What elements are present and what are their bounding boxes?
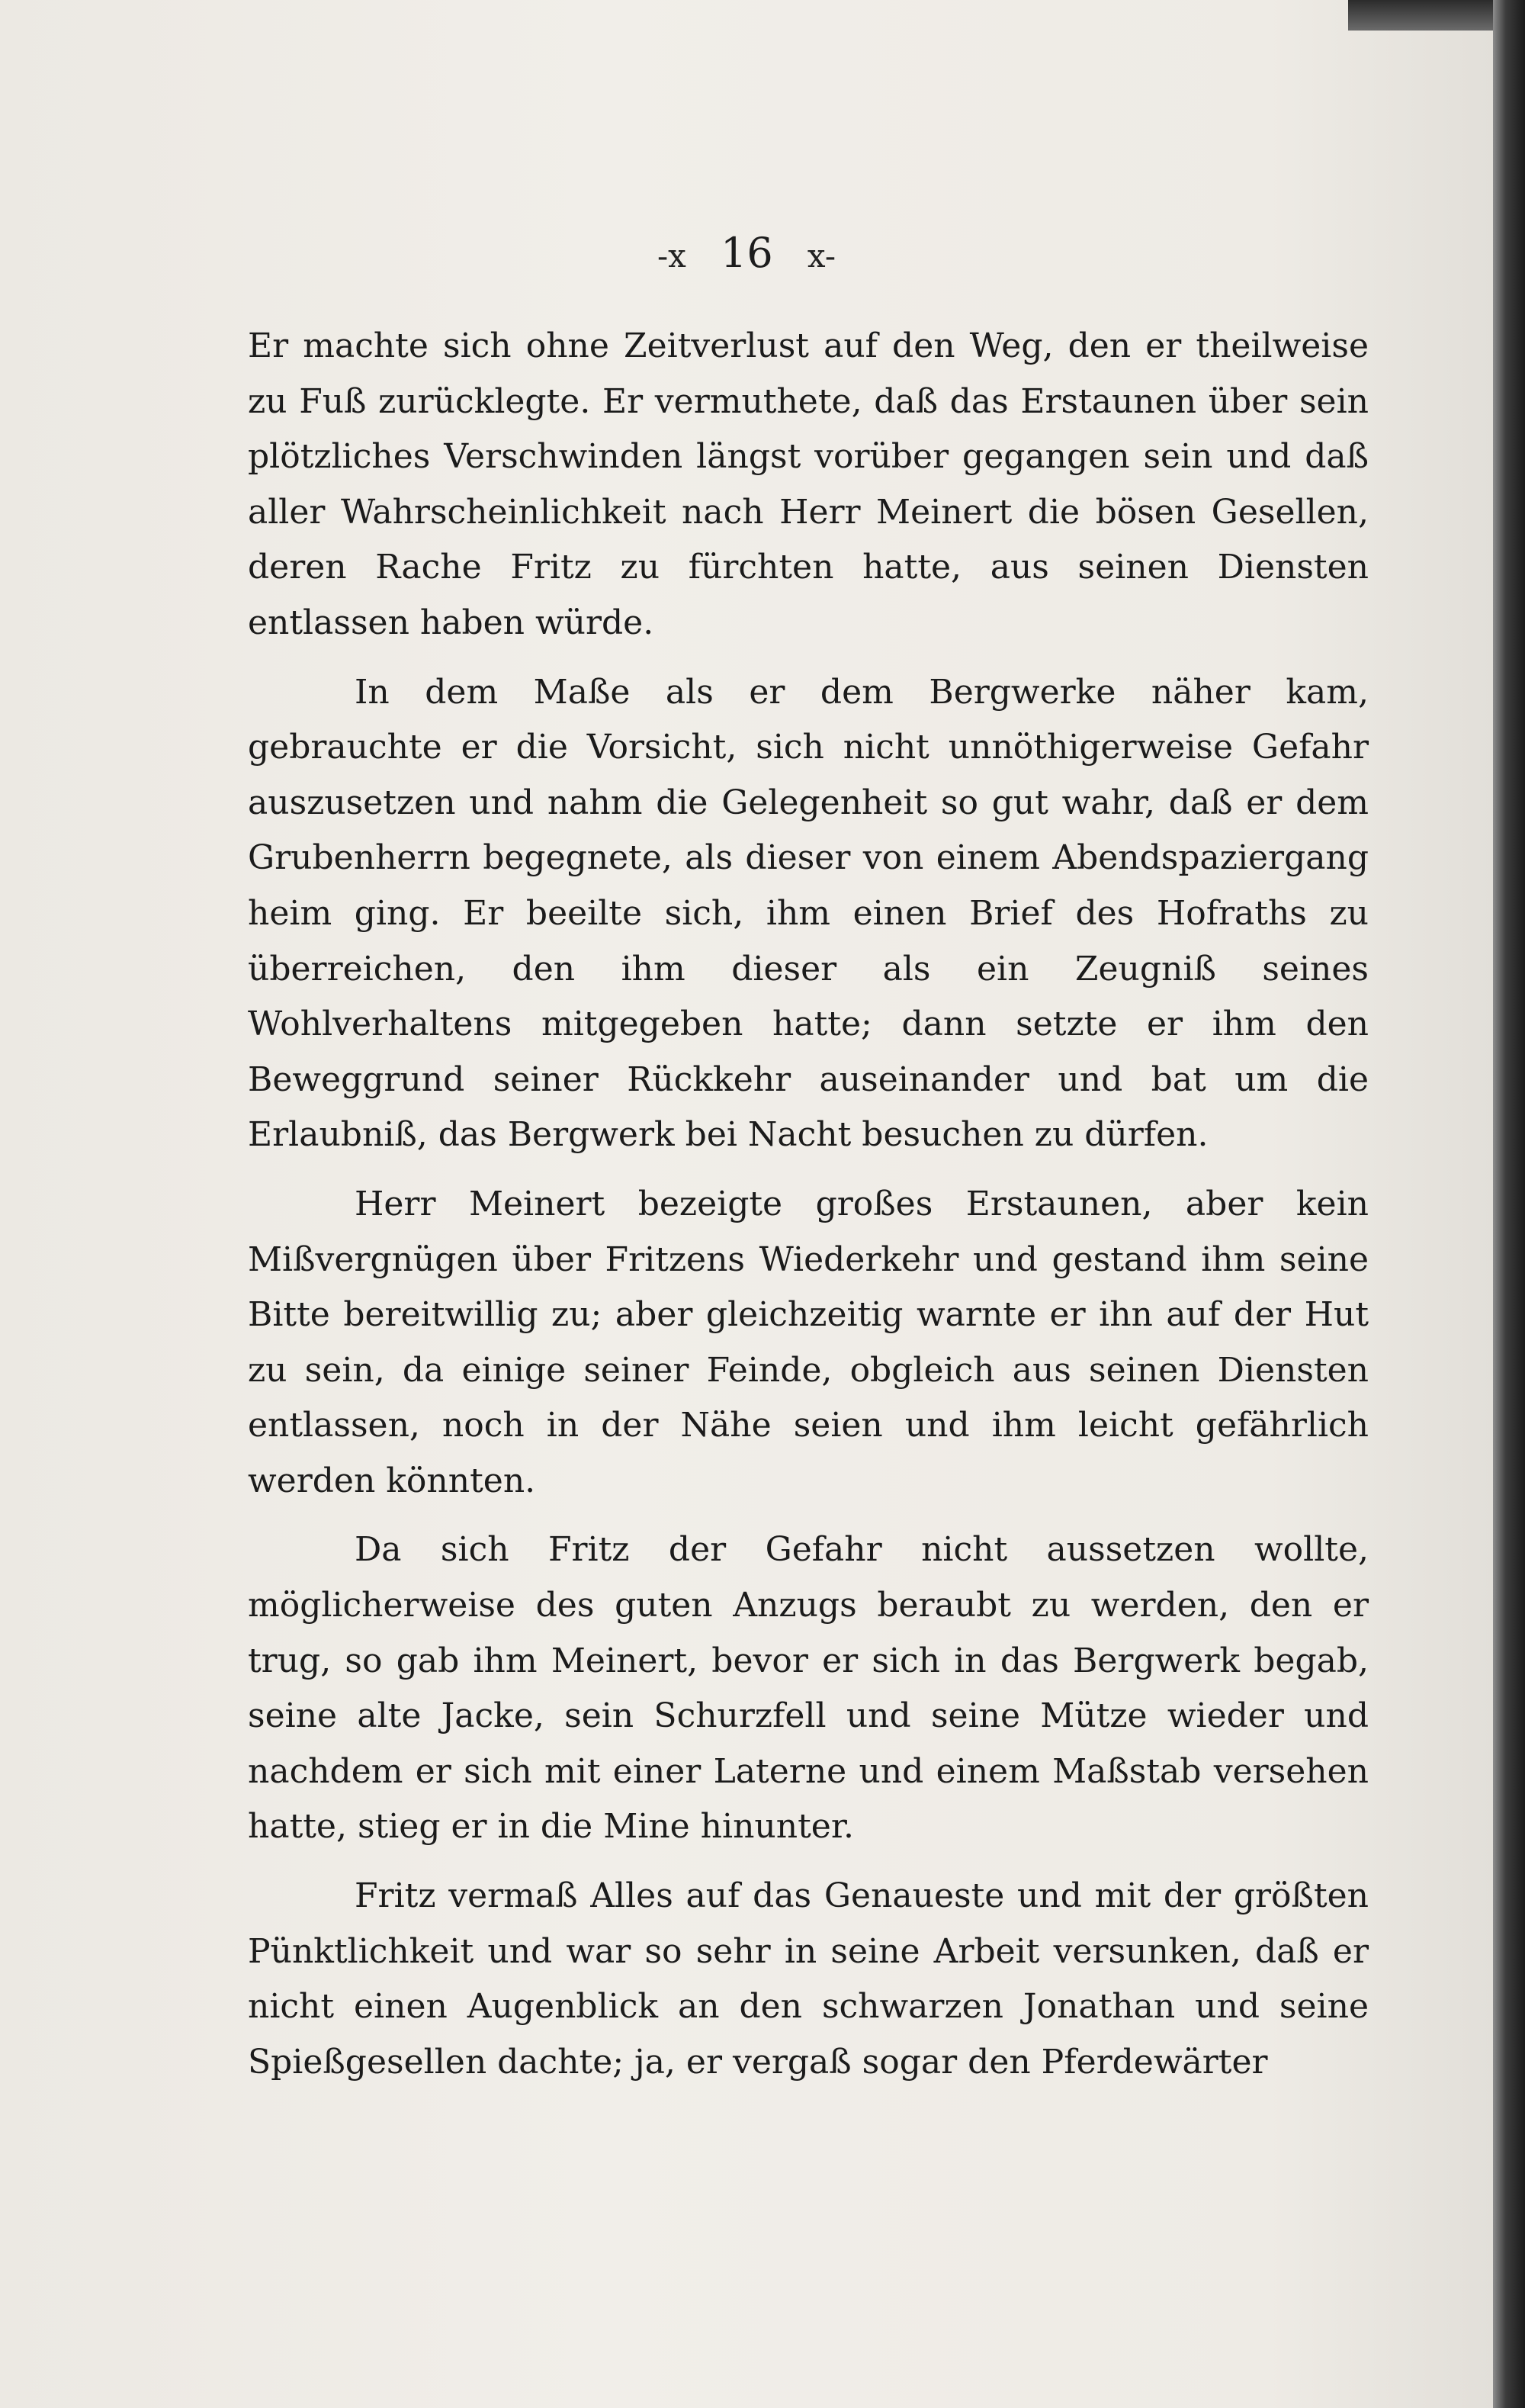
left-ornament: -x xyxy=(657,237,686,275)
page-header xyxy=(0,229,1493,277)
paragraph-4: Da sich Fritz der Gefahr nicht aussetzen wollte, möglicherweise des guten Anzugs beraubt zu werden, den er trug, so gab ihm Meinert, bevor er sich in das Bergwerk begab, seine alte Jacke, sein Schurzfell und seine Mütze wieder und nachdem er sich mit einer Laterne und einem Maßstab versehen hatte, stieg er in die Mine hinunter. xyxy=(248,1530,1369,1847)
scan-edge-right xyxy=(1493,0,1525,2408)
paragraph-1: Er machte sich ohne Zeitverlust auf den Weg, den er theilweise zu Fuß zurücklegte. Er vermuthete, daß das Erstaunen über sein plötzliches Verschwinden längst vorüber gegangen sein und daß aller Wahrscheinlichkeit nach Herr Meinert die bösen Gesellen, deren Rache Fritz zu fürchten hatte, aus seinen Diensten entlassen haben würde. xyxy=(248,326,1369,642)
right-ornament: x- xyxy=(807,237,836,275)
page-number: 16 xyxy=(721,229,773,277)
body-text xyxy=(248,319,1369,2104)
paragraph-5: Fritz vermaß Alles auf das Genaueste und mit der größten Pünktlichkeit und war so sehr in seine Arbeit versunken, daß er nicht einen Augenblick an den schwarzen Jonathan und seine Spießgesellen dachte; ja, er vergaß sogar den Pferdewärter xyxy=(248,1876,1369,2082)
paragraph-2: In dem Maße als er dem Bergwerke näher kam, gebrauchte er die Vorsicht, sich nicht unnöthigerweise Gefahr auszusetzen und nahm die Gelegenheit so gut wahr, daß er dem Grubenherrn begegnete, als dieser von einem Abendspaziergang heim ging. Er beeilte sich, ihm einen Brief des Hofraths zu überreichen, den ihm dieser als ein Zeugniß seines Wohlverhaltens mitgegeben hatte; dann setzte er ihm den Beweggrund seiner Rückkehr auseinander und bat um die Erlaubniß, das Bergwerk bei Nacht besuchen zu dürfen. xyxy=(248,672,1369,1155)
paragraph-3: Herr Meinert bezeigte großes Erstaunen, aber kein Mißvergnügen über Fritzens Wiederkehr und gestand ihm seine Bitte bereitwillig zu; aber gleichzeitig warnte er ihn auf der Hut zu sein, da einige seiner Feinde, obgleich aus seinen Diensten entlassen, noch in der Nähe seien und ihm leicht gefährlich werden könnten. xyxy=(248,1184,1369,1500)
scan-edge-top xyxy=(1348,0,1493,31)
